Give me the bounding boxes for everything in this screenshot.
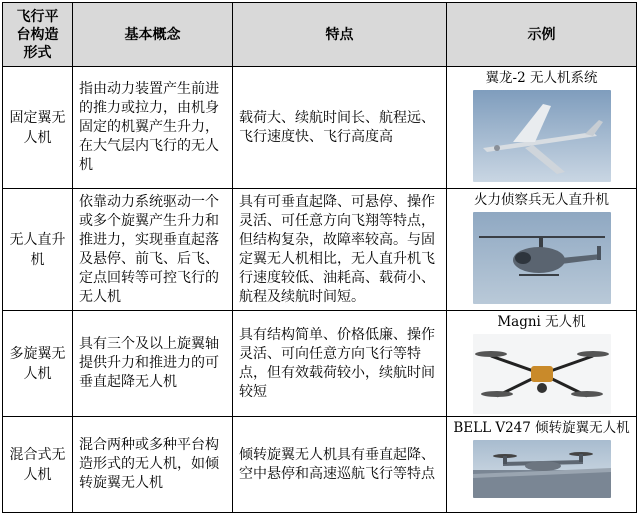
row-type: 多旋翼无人机 (3, 311, 73, 417)
helicopter-drone-photo (473, 212, 611, 304)
row-type: 无人直升机 (3, 189, 73, 311)
uav-classification-table (2, 2, 637, 513)
row-concept: 依靠动力系统驱动一个或多个旋翼产生升力和推进力，实现垂直起落及悬停、前飞、后飞、定点回转等可控飞行的无人机 (73, 189, 233, 311)
row-example (447, 311, 637, 417)
table-row (3, 311, 637, 417)
header-features: 特点 (233, 3, 447, 67)
row-type: 固定翼无人机 (3, 67, 73, 189)
table-row (3, 67, 637, 189)
fixed-wing-drone-photo (473, 90, 611, 182)
example-title: Magni 无人机 (497, 314, 586, 330)
table-row (3, 189, 637, 311)
row-example (447, 67, 637, 189)
row-features: 具有可垂直起降、可悬停、操作灵活、可任意方向飞翔等特点，但结构复杂，故障率较高。与固定翼无人机相比，无人直升机飞行速度较低、油耗高、载荷小、航程及续航时间短。 (233, 189, 447, 311)
row-concept: 混合两种或多种平台构造形式的无人机，如倾转旋翼无人机 (73, 417, 233, 513)
row-type: 混合式无人机 (3, 417, 73, 513)
multirotor-drone-photo (473, 334, 611, 414)
header-concept: 基本概念 (73, 3, 233, 67)
example-title: BELL V247 倾转旋翼无人机 (453, 420, 630, 436)
row-concept: 指由动力装置产生前进的推力或拉力，由机身固定的机翼产生升力，在大气层内飞行的无人机 (73, 67, 233, 189)
row-features: 具有结构简单、价格低廉、操作灵活、可向任意方向飞行等特点，但有效载荷较小，续航时间较短 (233, 311, 447, 417)
example-title: 翼龙-2 无人机系统 (485, 70, 598, 86)
row-example (447, 417, 637, 513)
example-title: 火力侦察兵无人直升机 (474, 192, 609, 208)
header-type: 飞行平台构造形式 (3, 3, 73, 67)
tiltrotor-drone-photo (473, 440, 611, 498)
row-concept: 具有三个及以上旋翼轴提供升力和推进力的可垂直起降无人机 (73, 311, 233, 417)
table-header-row (3, 3, 637, 67)
row-features: 倾转旋翼无人机具有垂直起降、空中悬停和高速巡航飞行等特点 (233, 417, 447, 513)
header-example: 示例 (447, 3, 637, 67)
table-row (3, 417, 637, 513)
row-features: 载荷大、续航时间长、航程远、飞行速度快、飞行高度高 (233, 67, 447, 189)
row-example (447, 189, 637, 311)
